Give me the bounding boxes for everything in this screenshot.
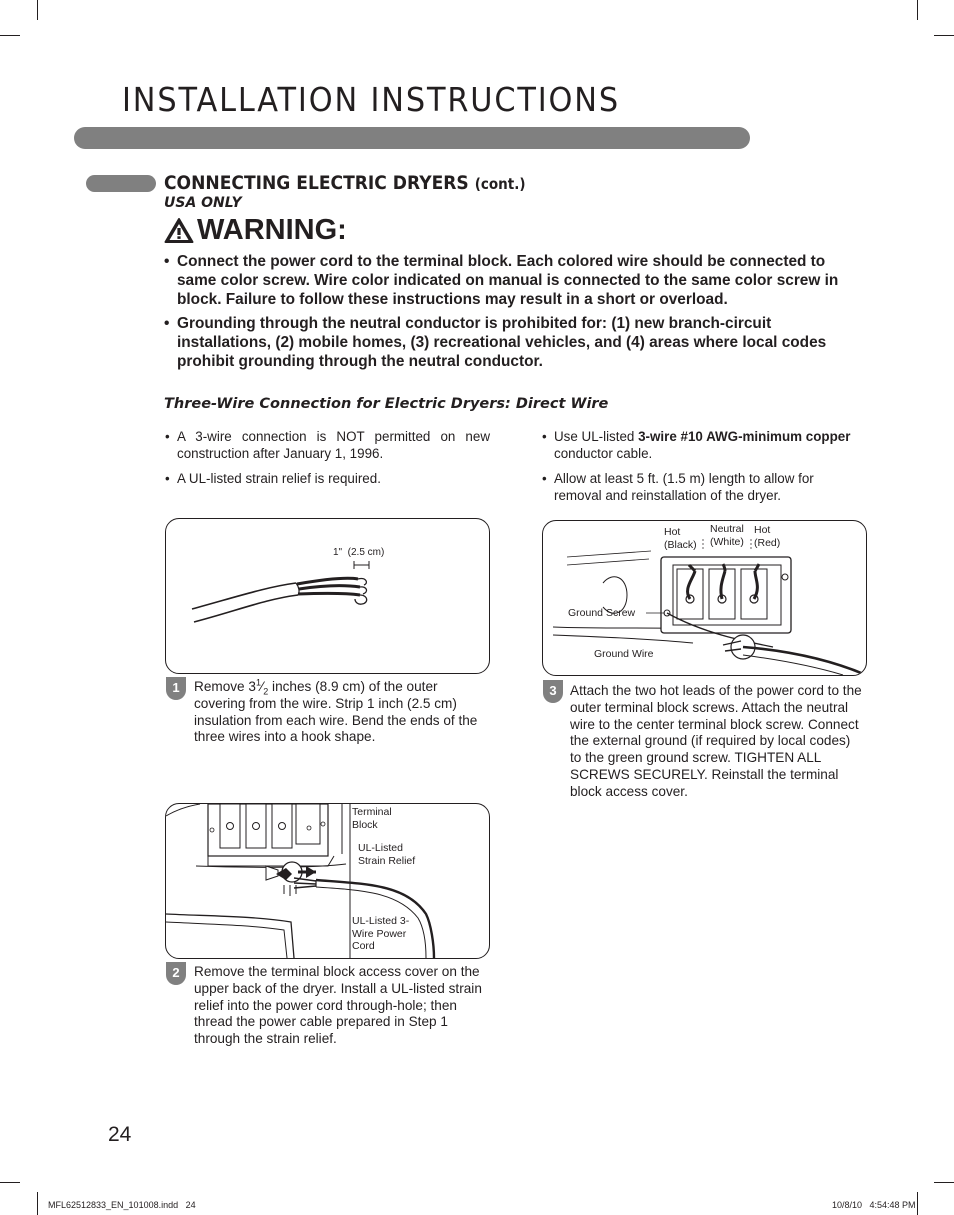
crop-mark	[934, 1182, 954, 1183]
step2-text: Remove the terminal block access cover on the upper back of the dryer. Install a UL-listed strain relief into the power cord through-hole; then thread the power cable prepared in Step 1 through the strain relief.	[194, 964, 482, 1047]
section-pill	[86, 175, 156, 192]
step1-text-b: inches (8.9 cm) of the outer covering from the wire. Strip 1 inch (2.5 cm) insulation from each wire. Bend the ends of the three wires into a hook shape.	[194, 679, 478, 745]
page-number: 24	[108, 1123, 132, 1146]
crop-mark	[917, 0, 918, 20]
step2-badge: 2	[166, 962, 186, 985]
left-bullets	[164, 428, 490, 495]
step1-text-a: Remove 3	[194, 679, 256, 694]
step3-badge: 3	[543, 680, 563, 703]
subheading: Three-Wire Connection for Electric Dryers: Direct Wire	[164, 396, 609, 412]
step3-text: Attach the two hot leads of the power cord to the outer terminal block screws. Attach the neutral wire to the center terminal block screw. Connect the external ground (if required by local codes) to the green ground screw. TIGHTEN ALL SCREWS SECURELY. Reinstall the terminal block access cover.	[570, 683, 862, 799]
crop-mark	[934, 35, 954, 36]
bullet-text: conductor cable.	[554, 446, 653, 461]
bullet-item: • A UL-listed strain relief is required.	[164, 470, 490, 487]
crop-mark	[37, 1192, 38, 1215]
terminal-block-illustration	[543, 521, 866, 675]
warning-heading	[164, 214, 347, 247]
step3-figure	[542, 520, 867, 676]
step1-figure	[165, 518, 490, 674]
bullet-item: • A 3-wire connection is NOT permitted on new construction after January 1, 1996.	[164, 428, 490, 462]
label-strain-relief: UL-Listed Strain Relief	[358, 842, 416, 867]
warning-label: WARNING:	[197, 214, 347, 246]
strain-relief-illustration	[166, 804, 489, 958]
step1-badge: 1	[166, 677, 186, 700]
step1-frac-den: 2	[263, 686, 269, 697]
right-bullets	[541, 428, 861, 512]
bullet-bold: 3-wire #10 AWG-minimum copper	[638, 429, 851, 444]
label-hot-black: Hot (Black)	[664, 526, 697, 551]
step2-figure	[165, 803, 490, 959]
label-ground-wire: Ground Wire	[594, 648, 654, 660]
crop-mark	[0, 35, 20, 36]
step1-text: Remove $3^1⁄_2$ inches (8.9 cm) of the outer covering from the wire. Strip 1 inch (2.5 cm) insulation from each wire. Bend the ends of the three wires into a hook shape.	[194, 677, 478, 745]
label-hot-red: Hot (Red)	[754, 524, 781, 549]
measure-label: 1" (2.5 cm)	[333, 547, 385, 558]
step1-frac-num: 1	[255, 677, 261, 688]
header-bar	[74, 127, 750, 149]
bullet-item: • Allow at least 5 ft. (1.5 m) length to allow for removal and reinstallation of the dryer.	[541, 470, 861, 504]
warning-icon	[164, 217, 194, 244]
section-title	[164, 172, 526, 194]
footer-file: MFL62512833_EN_101008.indd 24	[48, 1200, 196, 1210]
bullet-text: Use UL-listed	[554, 429, 639, 444]
crop-mark	[37, 0, 38, 20]
label-power-cord: UL-Listed 3-Wire Power Cord	[352, 915, 410, 952]
label-ground-screw: Ground Screw	[568, 607, 636, 619]
section-title-cont: (cont.)	[474, 175, 526, 193]
region-note: USA ONLY	[164, 195, 242, 211]
crop-mark	[0, 1182, 20, 1183]
footer-timestamp: 10/8/10 4:54:48 PM	[832, 1200, 916, 1210]
warning-item: • Connect the power cord to the terminal block. Each colored wire should be connected to same color screw. Wire color indicated on manual is connected to the same color screw in block. Failure to follow these instructions may result in a short or overload.	[164, 252, 854, 310]
label-neutral-white: Neutral (White)	[710, 523, 744, 548]
stripped-cord-illustration	[166, 519, 489, 673]
label-terminal-block: Terminal Block	[352, 806, 392, 831]
crop-mark	[917, 1192, 918, 1215]
warning-list	[164, 252, 854, 375]
warning-item: • Grounding through the neutral conductor is prohibited for: (1) new branch-circuit installations, (2) mobile homes, (3) recreational vehicles, and (4) areas where local codes prohibit grounding through the neutral conductor.	[164, 314, 854, 372]
page-title: INSTALLATION INSTRUCTIONS	[122, 80, 620, 119]
bullet-item	[541, 428, 861, 462]
section-title-text: CONNECTING ELECTRIC DRYERS	[164, 172, 469, 194]
